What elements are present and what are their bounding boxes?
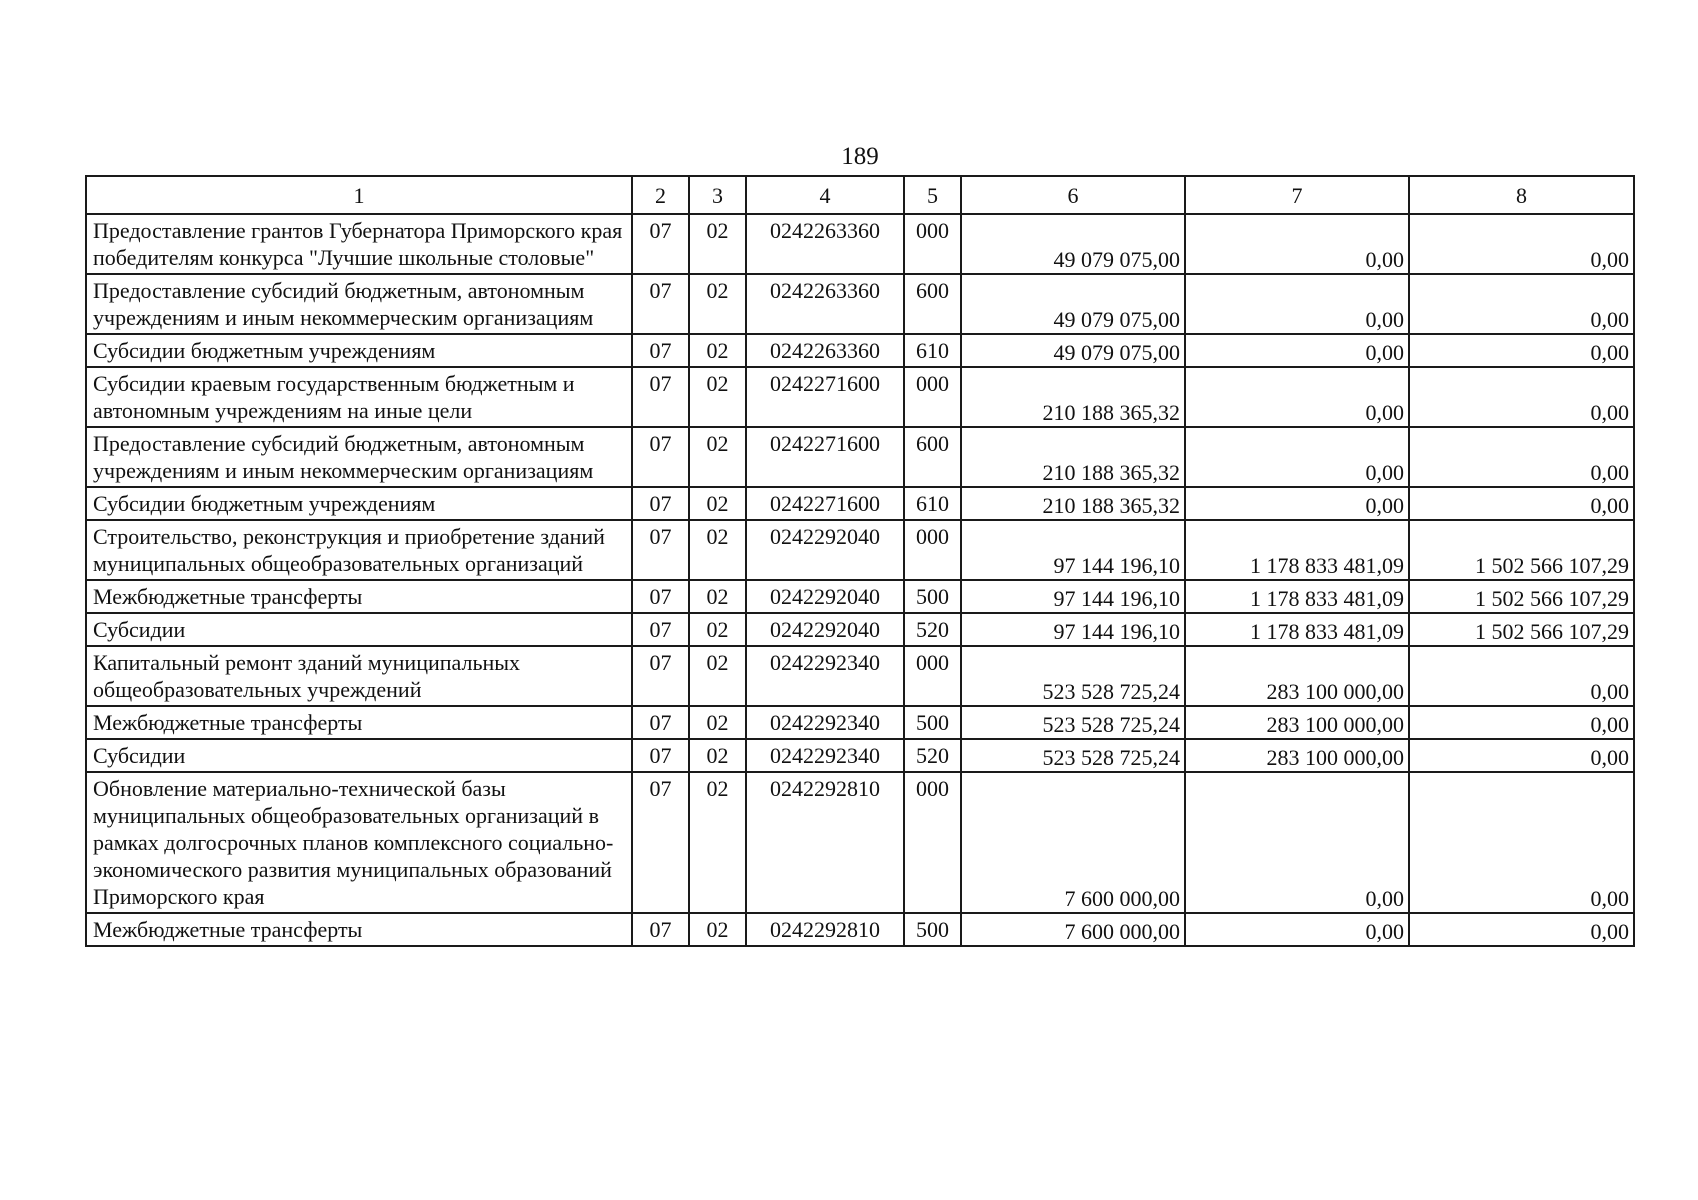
target-article-code: 0242263360 — [746, 214, 904, 274]
section-code: 07 — [632, 772, 689, 913]
expense-name: Строительство, реконструкция и приобретение зданий муниципальных общеобразовательных организаций — [86, 520, 632, 580]
amount-column-6: 7 600 000,00 — [961, 772, 1185, 913]
amount-column-8: 0,00 — [1409, 772, 1634, 913]
target-article-code: 0242292340 — [746, 739, 904, 772]
amount-column-8: 1 502 566 107,29 — [1409, 520, 1634, 580]
column-header-2: 2 — [632, 176, 689, 214]
amount-column-7: 0,00 — [1185, 214, 1409, 274]
subsection-code: 02 — [689, 706, 746, 739]
expense-name: Межбюджетные трансферты — [86, 580, 632, 613]
amount-column-6: 210 188 365,32 — [961, 487, 1185, 520]
section-code: 07 — [632, 487, 689, 520]
subsection-code: 02 — [689, 520, 746, 580]
subsection-code: 02 — [689, 367, 746, 427]
expense-type-code: 500 — [904, 580, 961, 613]
table-row — [86, 367, 1634, 427]
section-code: 07 — [632, 427, 689, 487]
amount-column-8: 0,00 — [1409, 214, 1634, 274]
amount-column-7: 283 100 000,00 — [1185, 706, 1409, 739]
expense-type-code: 000 — [904, 772, 961, 913]
amount-column-6: 523 528 725,24 — [961, 706, 1185, 739]
table-row — [86, 580, 1634, 613]
section-code: 07 — [632, 334, 689, 367]
subsection-code: 02 — [689, 739, 746, 772]
column-header-6: 6 — [961, 176, 1185, 214]
section-code: 07 — [632, 520, 689, 580]
section-code: 07 — [632, 739, 689, 772]
expense-name: Предоставление субсидий бюджетным, автономным учреждениям и иным некоммерческим организациям — [86, 274, 632, 334]
amount-column-6: 49 079 075,00 — [961, 334, 1185, 367]
subsection-code: 02 — [689, 487, 746, 520]
amount-column-7: 0,00 — [1185, 772, 1409, 913]
subsection-code: 02 — [689, 580, 746, 613]
expense-name: Субсидии бюджетным учреждениям — [86, 334, 632, 367]
section-code: 07 — [632, 367, 689, 427]
amount-column-7: 0,00 — [1185, 334, 1409, 367]
subsection-code: 02 — [689, 334, 746, 367]
expense-type-code: 000 — [904, 367, 961, 427]
target-article-code: 0242292810 — [746, 772, 904, 913]
column-header-7: 7 — [1185, 176, 1409, 214]
section-code: 07 — [632, 913, 689, 946]
amount-column-7: 283 100 000,00 — [1185, 646, 1409, 706]
section-code: 07 — [632, 214, 689, 274]
amount-column-6: 523 528 725,24 — [961, 739, 1185, 772]
expense-type-code: 520 — [904, 739, 961, 772]
target-article-code: 0242292040 — [746, 613, 904, 646]
expense-name: Предоставление грантов Губернатора Приморского края победителям конкурса "Лучшие школьные столовые" — [86, 214, 632, 274]
amount-column-6: 210 188 365,32 — [961, 427, 1185, 487]
table-row — [86, 427, 1634, 487]
subsection-code: 02 — [689, 427, 746, 487]
table-row — [86, 772, 1634, 913]
table-row — [86, 739, 1634, 772]
expense-type-code: 000 — [904, 646, 961, 706]
column-header-4: 4 — [746, 176, 904, 214]
amount-column-8: 0,00 — [1409, 913, 1634, 946]
amount-column-8: 0,00 — [1409, 334, 1634, 367]
section-code: 07 — [632, 706, 689, 739]
amount-column-6: 523 528 725,24 — [961, 646, 1185, 706]
amount-column-6: 97 144 196,10 — [961, 520, 1185, 580]
subsection-code: 02 — [689, 772, 746, 913]
amount-column-8: 1 502 566 107,29 — [1409, 613, 1634, 646]
target-article-code: 0242271600 — [746, 487, 904, 520]
expense-type-code: 000 — [904, 520, 961, 580]
section-code: 07 — [632, 580, 689, 613]
budget-table — [85, 175, 1635, 947]
expense-name: Субсидии бюджетным учреждениям — [86, 487, 632, 520]
header-row — [86, 176, 1634, 214]
amount-column-7: 1 178 833 481,09 — [1185, 613, 1409, 646]
target-article-code: 0242292040 — [746, 520, 904, 580]
expense-type-code: 500 — [904, 706, 961, 739]
table-row — [86, 274, 1634, 334]
table-row — [86, 520, 1634, 580]
column-header-3: 3 — [689, 176, 746, 214]
column-header-1: 1 — [86, 176, 632, 214]
expense-type-code: 600 — [904, 274, 961, 334]
table-row — [86, 913, 1634, 946]
subsection-code: 02 — [689, 274, 746, 334]
expense-name: Межбюджетные трансферты — [86, 706, 632, 739]
expense-type-code: 610 — [904, 334, 961, 367]
amount-column-8: 0,00 — [1409, 646, 1634, 706]
target-article-code: 0242292810 — [746, 913, 904, 946]
target-article-code: 0242263360 — [746, 334, 904, 367]
amount-column-8: 0,00 — [1409, 739, 1634, 772]
table-row — [86, 487, 1634, 520]
section-code: 07 — [632, 613, 689, 646]
expense-name: Обновление материально-технической базы муниципальных общеобразовательных организаций в рамках долгосрочных планов комплексного социально-экономического развития муниципальных образований Приморского края — [86, 772, 632, 913]
expense-type-code: 000 — [904, 214, 961, 274]
amount-column-8: 0,00 — [1409, 274, 1634, 334]
table-row — [86, 706, 1634, 739]
expense-name: Субсидии — [86, 739, 632, 772]
target-article-code: 0242292340 — [746, 706, 904, 739]
amount-column-7: 0,00 — [1185, 487, 1409, 520]
amount-column-7: 283 100 000,00 — [1185, 739, 1409, 772]
page-number: 189 — [841, 143, 879, 170]
section-code: 07 — [632, 646, 689, 706]
column-header-5: 5 — [904, 176, 961, 214]
table-row — [86, 334, 1634, 367]
amount-column-7: 0,00 — [1185, 427, 1409, 487]
expense-name: Предоставление субсидий бюджетным, автономным учреждениям и иным некоммерческим организациям — [86, 427, 632, 487]
target-article-code: 0242292340 — [746, 646, 904, 706]
expense-type-code: 610 — [904, 487, 961, 520]
amount-column-8: 0,00 — [1409, 367, 1634, 427]
target-article-code: 0242292040 — [746, 580, 904, 613]
subsection-code: 02 — [689, 646, 746, 706]
subsection-code: 02 — [689, 214, 746, 274]
amount-column-6: 49 079 075,00 — [961, 274, 1185, 334]
amount-column-6: 49 079 075,00 — [961, 214, 1185, 274]
amount-column-7: 0,00 — [1185, 913, 1409, 946]
amount-column-8: 0,00 — [1409, 487, 1634, 520]
expense-type-code: 500 — [904, 913, 961, 946]
expense-name: Капитальный ремонт зданий муниципальных общеобразовательных учреждений — [86, 646, 632, 706]
amount-column-7: 0,00 — [1185, 274, 1409, 334]
amount-column-7: 1 178 833 481,09 — [1185, 520, 1409, 580]
amount-column-6: 97 144 196,10 — [961, 613, 1185, 646]
amount-column-7: 1 178 833 481,09 — [1185, 580, 1409, 613]
table-row — [86, 214, 1634, 274]
expense-name: Межбюджетные трансферты — [86, 913, 632, 946]
amount-column-8: 1 502 566 107,29 — [1409, 580, 1634, 613]
table-row — [86, 646, 1634, 706]
subsection-code: 02 — [689, 613, 746, 646]
amount-column-8: 0,00 — [1409, 427, 1634, 487]
section-code: 07 — [632, 274, 689, 334]
target-article-code: 0242271600 — [746, 367, 904, 427]
amount-column-6: 97 144 196,10 — [961, 580, 1185, 613]
table-row — [86, 613, 1634, 646]
target-article-code: 0242263360 — [746, 274, 904, 334]
expense-type-code: 600 — [904, 427, 961, 487]
amount-column-7: 0,00 — [1185, 367, 1409, 427]
amount-column-6: 7 600 000,00 — [961, 913, 1185, 946]
subsection-code: 02 — [689, 913, 746, 946]
target-article-code: 0242271600 — [746, 427, 904, 487]
expense-name: Субсидии краевым государственным бюджетным и автономным учреждениям на иные цели — [86, 367, 632, 427]
expense-type-code: 520 — [904, 613, 961, 646]
amount-column-6: 210 188 365,32 — [961, 367, 1185, 427]
amount-column-8: 0,00 — [1409, 706, 1634, 739]
column-header-8: 8 — [1409, 176, 1634, 214]
expense-name: Субсидии — [86, 613, 632, 646]
